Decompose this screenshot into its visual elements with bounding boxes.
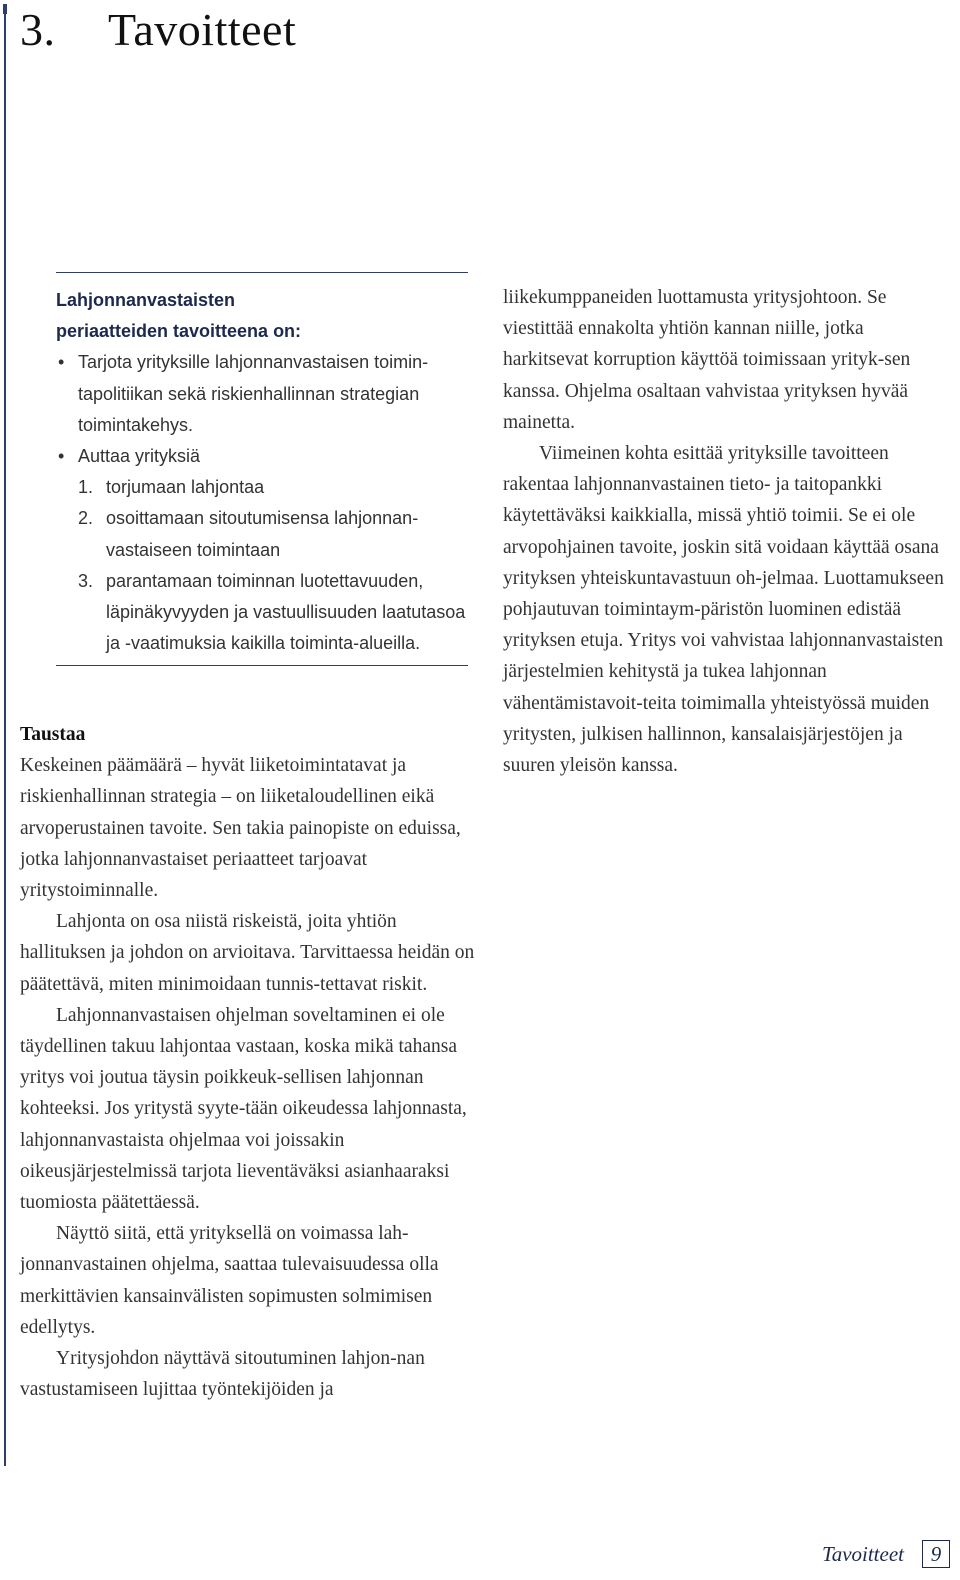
list-item: • Auttaa yrityksiä — [56, 441, 468, 472]
paragraph: Viimeinen kohta esittää yrityksille tavoitteen rakentaa lahjonnanvastainen tieto- ja taitopankki käytettäväksi kaikkialla, missä yhtiö toimii. Se ei ole arvopohjainen tavoite, joskin sitä voidaan käyttää osana yrityksen yhteiskuntavastuun oh-jelmaa. Luottamukseen pohjautuvan toimintaym-päristön luominen edistää yrityksen etuja. Yritys voi vahvistaa lahjonnanvastaisten järjestelmien kehitystä ja tukea lahjonnan vähentämistavoit-teita toimimalla yhteistyössä muiden yritysten, julkisen hallinnon, kansalaisjärjestöjen ja suuren yleisön kanssa. — [503, 443, 944, 777]
left-column — [20, 719, 480, 1405]
paragraph: Näyttö siitä, että yrityksellä on voimassa lah-jonnanvastainen ohjelma, saattaa tulevaisuudessa olla merkittävien kansainvälisten sopimusten solmimisen edellytys. — [20, 1223, 439, 1338]
paragraph: Lahjonta on osa niistä riskeistä, joita yhtiön hallituksen ja johdon on arvioitava. Tarvittaessa heidän on päätettävä, miten minimoidaan tunnis-tettavat riskit. — [20, 911, 475, 995]
list-item — [78, 566, 468, 660]
margin-rule — [4, 8, 6, 1466]
right-column — [503, 282, 953, 781]
page-number: 9 — [922, 1540, 950, 1568]
page-footer — [822, 1540, 950, 1568]
chapter-heading — [20, 2, 296, 58]
item-number: 3. — [78, 570, 94, 591]
paragraph: Lahjonnanvastaisen ohjelman soveltaminen ei ole täydellinen takuu lahjontaa vastaan, koska mikä tahansa yritys voi joutua täysin poikkeuk-sellisen lahjonnan kohteeksi. Jos yritystä syyte-tään oikeudessa lahjonnasta, lahjonnanvastaista ohjelmaa voi joissakin oikeusjärjestelmissä tarjota lieventäväksi asianhaaraksi tuomiosta päätettäessä. — [20, 1004, 467, 1214]
item-number: 1. — [78, 477, 94, 498]
paragraph: liikekumppaneiden luottamusta yritysjohtoon. Se viestittää ennakolta yhtiön kannan niille, jotka harkitsevat korruption käyttöä toimissaan yrityk-sen kanssa. Ohjelma osaltaan vahvistaa yrityksen hyvää mainetta. — [503, 287, 911, 433]
item-text: torjumaan lahjontaa — [106, 477, 265, 498]
chapter-title: Tavoitteet — [108, 4, 297, 55]
item-text: osoittamaan sitoutumisensa lahjonnan-vastaiseen toimintaan — [106, 508, 419, 560]
goals-list — [56, 347, 468, 472]
list-item: • Tarjota yrityksille lahjonnanvastaisen toimin-tapolitiikan sekä riskienhallinnan strategian toimintakehys. — [56, 347, 468, 441]
box-title-line-2: periaatteiden tavoitteena on: — [56, 321, 302, 342]
list-item — [78, 472, 468, 503]
section-heading: Taustaa — [20, 724, 86, 745]
numbered-sublist — [56, 472, 468, 659]
item-number: 2. — [78, 508, 94, 529]
chapter-number: 3. — [20, 4, 56, 55]
item-text: parantamaan toiminnan luotettavuuden, läpinäkyvyyden ja vastuullisuuden laatutasoa ja -vaatimuksia kaikilla toiminta-alueilla. — [106, 570, 466, 654]
list-item — [78, 503, 468, 565]
paragraph: Keskeinen päämäärä – hyvät liiketoimintatavat ja riskienhallinnan strategia – on liiketaloudellinen eikä arvoperustainen tavoite. Sen takia painopiste on eduissa, jotka lahjonnanvastaiset periaatteet tarjoavat yritystoiminnalle. — [20, 755, 461, 902]
running-footer-title: Tavoitteet — [821, 1541, 904, 1566]
box-title-line-1: Lahjonnanvastaisten — [56, 290, 236, 310]
goals-box — [56, 272, 468, 666]
paragraph: Yritysjohdon näyttävä sitoutuminen lahjon-nan vastustamiseen lujittaa työntekijöiden ja — [20, 1348, 425, 1401]
